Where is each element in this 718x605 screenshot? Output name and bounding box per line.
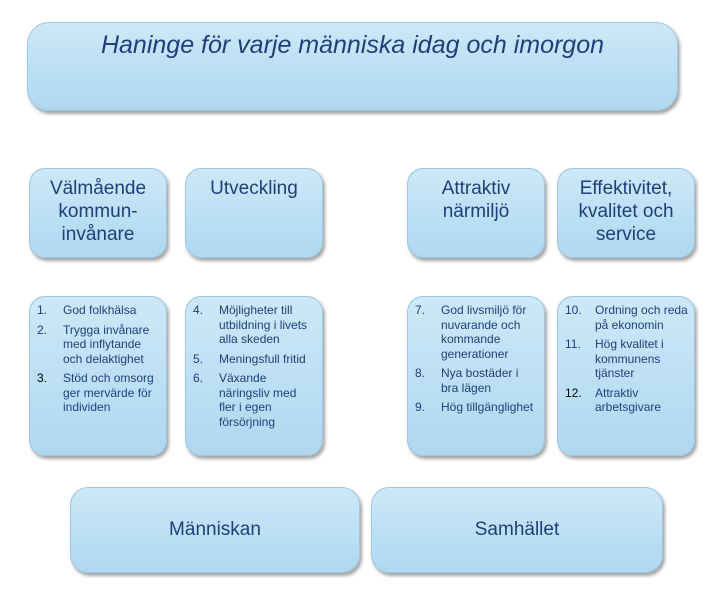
foundation-label-left: Människan [169,519,261,540]
goal-heading-box-2 [185,168,323,258]
goal-heading-box-3 [407,168,545,258]
goal-list-3 [415,303,538,415]
list-item: 10. Ordning och reda på ekonomin [565,303,688,332]
list-item: 7. God livsmiljö för nuvarande och kommande generationer [415,303,527,361]
list-item: 1. God folkhälsa [37,303,137,317]
goal-heading-box-1 [29,168,167,258]
vision-title: Haninge för varje människa idag och imorgon [100,31,605,59]
list-item: 8. Nya bostäder i bra lägen [415,366,519,395]
goal-list-2 [193,303,316,429]
foundation-box-right [371,487,663,573]
list-item: 11. Hög kvalitet i kommunens tjänster [565,337,664,380]
goal-list-box-2 [185,296,323,456]
list-item: 4. Möjligheter till utbildning i livets alla skeden [193,303,308,346]
list-item: 2. Trygga invånare med inflytande och delaktighet [37,322,150,366]
list-item: 5. Meningsfull fritid [193,351,306,366]
goal-heading-2: Utveckling [210,178,298,199]
list-item: 3. Stöd och omsorg ger mervärde för individen [37,371,154,414]
goal-list-1 [37,303,160,415]
list-item: 9. Hög tillgänglighet [415,400,534,414]
goal-list-4 [565,303,688,415]
goal-list-box-4 [557,296,695,456]
list-item: 12. Attraktiv arbetsgivare [565,385,662,414]
goal-heading-4: Effektivitet, kvalitet och service [578,178,674,245]
goal-list-box-1 [29,296,167,456]
goal-list-box-3 [407,296,545,456]
foundation-label-right: Samhället [474,519,560,540]
goal-heading-3: Attraktiv närmiljö [441,178,511,222]
goal-heading-1: Välmående kommun-invånare [49,178,147,245]
list-item: 6. Växande näringsliv med fler i egen försörjning [193,371,297,429]
foundation-box-left [70,487,360,573]
goal-heading-box-4 [557,168,695,258]
vision-banner [27,22,678,111]
